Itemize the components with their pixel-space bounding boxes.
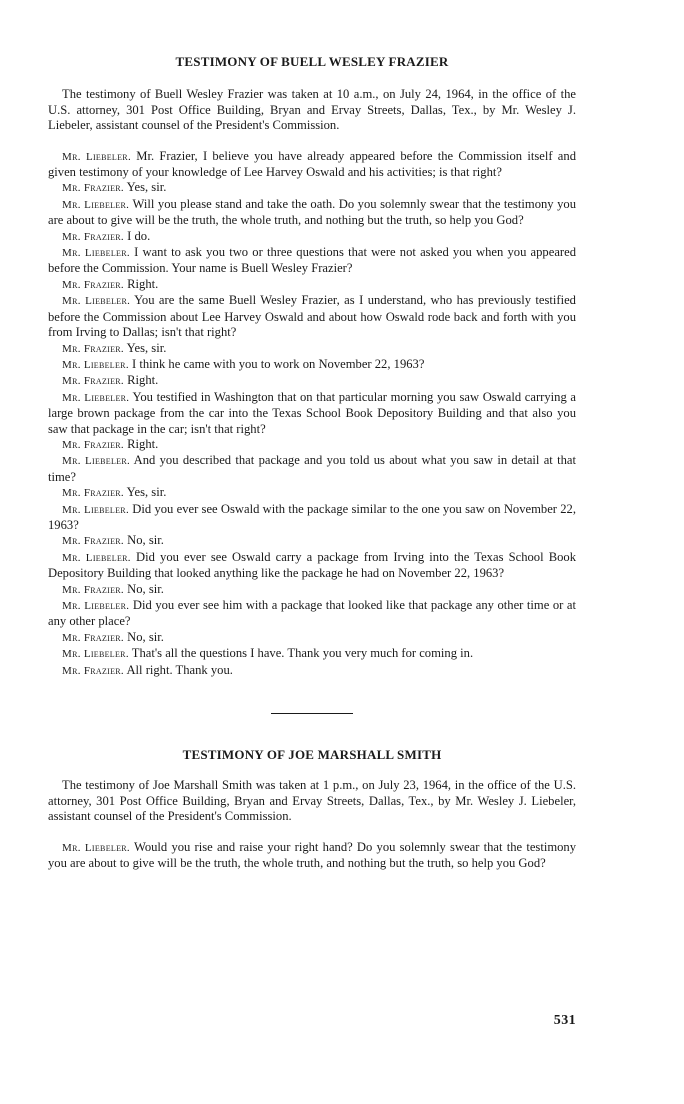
dialogue-line	[48, 453, 576, 485]
speaker-name: Mr. Frazier.	[62, 438, 124, 451]
intro-paragraph-smith: The testimony of Joe Marshall Smith was taken at 1 p.m., on July 23, 1964, in the office of the U.S. attorney, 301 Post Office Building, Bryan and Ervay Streets, Dallas, Tex., by Mr. Wesley J. Liebeler, assistant counsel of the President's Commission.	[48, 778, 576, 824]
speech-text: Mr. Frazier, I believe you have already appeared before the Commission itself and given testimony of your knowledge of Lee Harvey Oswald and his activities; is that right?	[48, 148, 576, 180]
dialogue-line	[48, 277, 576, 293]
speech-text: Did you ever see him with a package that looked like that package any other time or at any other place?	[48, 598, 577, 629]
dialogue-line	[48, 229, 576, 245]
speaker-name: Mr. Liebeler.	[62, 391, 130, 404]
speech-text: Did you ever see Oswald carry a package from Irving into the Texas School Book Depository Building that looked anything like the package he had on November 22, 1963?	[48, 549, 577, 581]
speaker-name: Mr. Liebeler.	[62, 150, 131, 163]
speech-text: Right.	[127, 436, 159, 451]
speaker-name: Mr. Frazier.	[62, 230, 124, 243]
dialogue-line	[48, 598, 576, 630]
speaker-name: Mr. Frazier.	[62, 342, 124, 355]
speech-text: No, sir.	[127, 629, 164, 644]
speaker-name: Mr. Liebeler.	[62, 551, 131, 564]
speaker-name: Mr. Liebeler.	[62, 600, 130, 612]
speaker-name: Mr. Frazier.	[62, 375, 124, 388]
speaker-name: Mr. Frazier.	[62, 535, 124, 548]
dialogue-line	[48, 180, 576, 196]
dialogue-line	[48, 533, 576, 549]
dialogue-line	[48, 357, 576, 373]
speech-text: You testified in Washington that on that particular morning you saw Oswald carrying a large brown package from the car into the Texas School Book Depository Building and that also you saw that package in the car; isn't that right?	[48, 389, 576, 436]
section-title-frazier: TESTIMONY OF BUELL WESLEY FRAZIER	[175, 54, 449, 69]
speaker-name: Mr. Frazier.	[62, 631, 124, 644]
section-title-smith: TESTIMONY OF JOE MARSHALL SMITH	[182, 747, 442, 763]
speaker-name: Mr. Liebeler.	[62, 358, 129, 371]
dialogue-line	[48, 663, 576, 679]
dialogue-line	[48, 373, 576, 389]
speech-text: No, sir.	[127, 533, 164, 548]
dialogue-line	[48, 502, 576, 534]
dialogue-line	[48, 485, 576, 501]
document-page	[48, 54, 576, 871]
speaker-name: Mr. Liebeler.	[62, 247, 130, 260]
page-number: 531	[553, 1013, 576, 1028]
dialogue-line	[48, 437, 576, 453]
dialogue-smith	[48, 840, 576, 872]
speech-text: I think he came with you to work on November 22, 1963?	[132, 356, 425, 371]
dialogue-line	[48, 149, 576, 181]
speaker-name: Mr. Frazier.	[62, 182, 124, 195]
speech-text: You are the same Buell Wesley Frazier, as I understand, who has previously testified before the Commission about Lee Harvey Oswald and about how Oswald rode back and forth with you from Irving to Dallas; isn't that right?	[48, 293, 576, 340]
speaker-name: Mr. Liebeler.	[62, 455, 131, 468]
speaker-name: Mr. Frazier.	[62, 664, 124, 677]
speech-text: Will you please stand and take the oath. Do you solemnly swear that the testimony you are about to give will be the truth, the whole truth, and nothing but the truth, so help you God?	[48, 196, 576, 228]
speaker-name: Mr. Frazier.	[62, 278, 124, 291]
dialogue-line	[48, 550, 576, 582]
speech-text: Did you ever see Oswald with the package similar to the one you saw on November 22, 1963?	[48, 501, 576, 532]
dialogue-line	[48, 245, 576, 277]
dialogue-line	[48, 197, 576, 229]
speech-text: I want to ask you two or three questions that were not asked you when you appeared before the Commission. Your name is Buell Wesley Frazier?	[48, 245, 576, 276]
dialogue-line	[48, 341, 576, 357]
dialogue-line	[48, 582, 576, 598]
dialogue-line	[48, 646, 576, 662]
speech-text: All right. Thank you.	[126, 662, 233, 677]
speech-text: That's all the questions I have. Thank you very much for coming in.	[131, 646, 474, 661]
speech-text: Yes, sir.	[126, 340, 167, 355]
speech-text: And you described that package and you told us about what you saw in detail at that time?	[48, 453, 576, 484]
dialogue-line	[48, 630, 576, 646]
speech-text: Would you rise and raise your right hand? Do you solemnly swear that the testimony you are about to give will be the truth, the whole truth, and nothing but the truth, so help you God?	[48, 839, 577, 871]
dialogue-line	[48, 293, 576, 340]
intro-paragraph-frazier: The testimony of Buell Wesley Frazier was taken at 10 a.m., on July 24, 1964, in the office of the U.S. attorney, 301 Post Office Building, Bryan and Ervay Streets, Dallas, Tex., by Mr. Wesley J. Liebeler, assistant counsel of the President's Commission.	[48, 87, 576, 133]
speaker-name: Mr. Liebeler.	[62, 648, 129, 661]
speaker-name: Mr. Frazier.	[62, 583, 124, 596]
speech-text: I do.	[127, 228, 151, 243]
dialogue-line	[48, 840, 576, 872]
speaker-name: Mr. Liebeler.	[62, 198, 130, 211]
speech-text: Right.	[127, 276, 159, 291]
dialogue-line	[48, 390, 576, 437]
speaker-name: Mr. Liebeler.	[62, 295, 131, 308]
speaker-name: Mr. Liebeler.	[62, 841, 130, 854]
speech-text: Yes, sir.	[126, 180, 167, 195]
speech-text: Yes, sir.	[126, 485, 167, 500]
speech-text: No, sir.	[127, 581, 164, 596]
speech-text: Right.	[127, 373, 159, 388]
speaker-name: Mr. Frazier.	[62, 487, 124, 500]
dialogue-frazier	[48, 149, 576, 679]
speaker-name: Mr. Liebeler.	[62, 503, 129, 516]
